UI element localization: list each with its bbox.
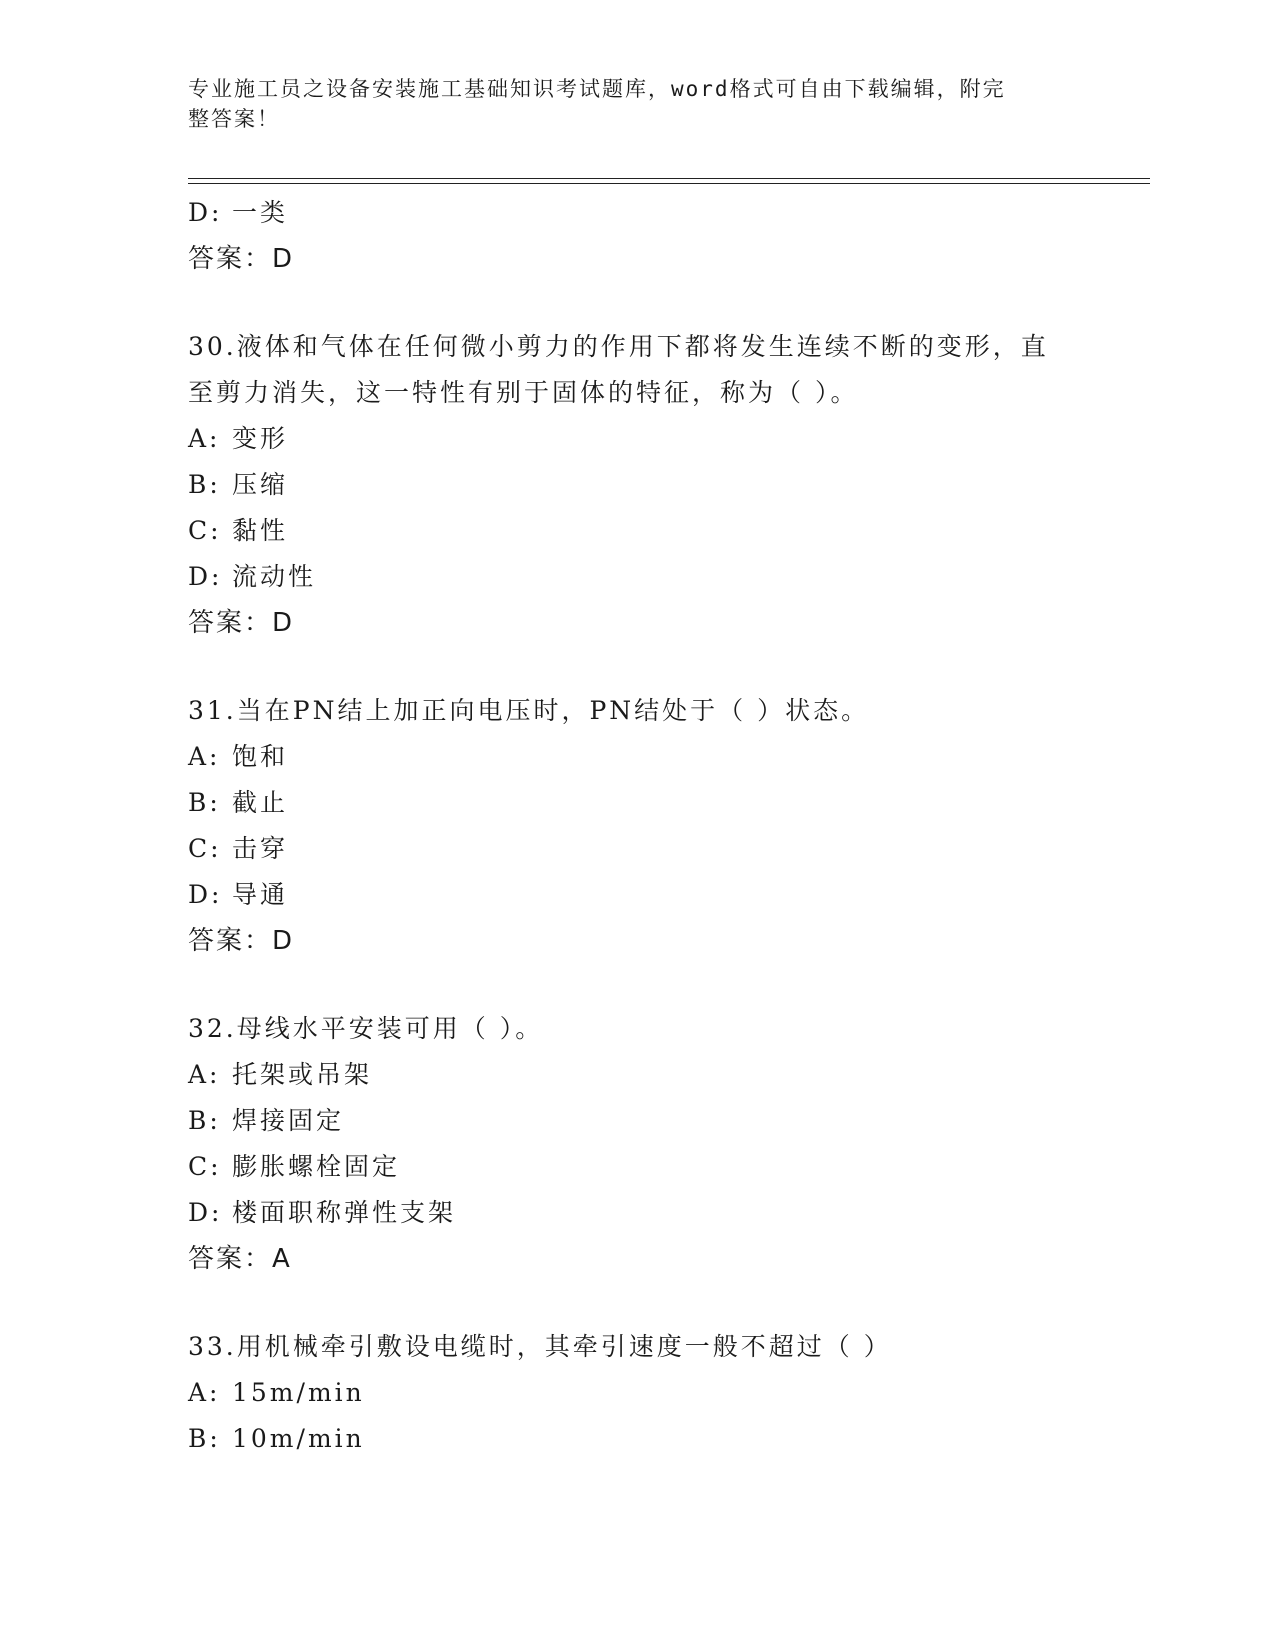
question-block bbox=[188, 1324, 1108, 1462]
question-block bbox=[188, 688, 1108, 964]
option-text: 10m/min bbox=[232, 1424, 365, 1453]
question-stem-line: 33.用机械牵引敷设电缆时，其牵引速度一般不超过（ ） bbox=[188, 1332, 892, 1361]
option-label: C: bbox=[188, 1152, 222, 1181]
option-label: A: bbox=[188, 1378, 221, 1407]
document-header bbox=[188, 74, 1068, 134]
question-stem-line: 30.液体和气体在任何微小剪力的作用下都将发生连续不断的变形，直 bbox=[188, 332, 1049, 361]
option-row bbox=[188, 462, 1108, 508]
option-row bbox=[188, 554, 1108, 600]
question-stem-line: 至剪力消失，这一特性有别于固体的特征，称为（ ）。 bbox=[188, 378, 859, 407]
option-text: 流动性 bbox=[232, 562, 317, 591]
option-text: 黏性 bbox=[232, 516, 289, 545]
option-row bbox=[188, 1370, 1108, 1416]
question-stem bbox=[188, 1324, 1068, 1370]
option-row bbox=[188, 1416, 1108, 1462]
option-label: C: bbox=[188, 834, 222, 863]
option-text: 压缩 bbox=[232, 470, 289, 499]
answer-line: 答案：D bbox=[188, 608, 295, 638]
option-row bbox=[188, 1144, 1108, 1190]
question-stem bbox=[188, 688, 1068, 734]
option-label: D: bbox=[188, 198, 223, 227]
option-text: 截止 bbox=[232, 788, 289, 817]
option-text: 膨胀螺栓固定 bbox=[232, 1152, 401, 1181]
answer-line: 答案：D bbox=[188, 926, 295, 956]
option-text: 击穿 bbox=[232, 834, 289, 863]
spacer bbox=[188, 646, 1108, 688]
option-text: 导通 bbox=[232, 880, 289, 909]
option-label: B: bbox=[188, 788, 221, 817]
option-row bbox=[188, 190, 1108, 236]
option-row bbox=[188, 734, 1108, 780]
question-stem-line: 31.当在PN结上加正向电压时，PN结处于（ ）状态。 bbox=[188, 696, 870, 725]
option-label: B: bbox=[188, 470, 221, 499]
question-block bbox=[188, 324, 1108, 646]
option-text: 焊接固定 bbox=[232, 1106, 345, 1135]
option-label: A: bbox=[188, 1060, 221, 1089]
option-row bbox=[188, 1098, 1108, 1144]
option-label: A: bbox=[188, 742, 221, 771]
header-divider-top bbox=[188, 178, 1150, 179]
option-row bbox=[188, 416, 1108, 462]
option-row bbox=[188, 508, 1108, 554]
header-line-2: 整答案！ bbox=[188, 107, 280, 131]
document-body bbox=[188, 190, 1108, 1462]
spacer bbox=[188, 282, 1108, 324]
option-row bbox=[188, 780, 1108, 826]
option-row bbox=[188, 1052, 1108, 1098]
option-row bbox=[188, 872, 1108, 918]
header-divider-bottom bbox=[188, 183, 1150, 184]
option-text: 饱和 bbox=[232, 742, 289, 771]
option-label: D: bbox=[188, 1198, 223, 1227]
spacer bbox=[188, 1282, 1108, 1324]
header-line-1: 专业施工员之设备安装施工基础知识考试题库，word格式可自由下载编辑，附完 bbox=[188, 77, 1006, 101]
option-text: 托架或吊架 bbox=[232, 1060, 373, 1089]
option-label: B: bbox=[188, 1106, 221, 1135]
option-row bbox=[188, 1190, 1108, 1236]
option-label: C: bbox=[188, 516, 222, 545]
option-label: D: bbox=[188, 880, 223, 909]
option-label: B: bbox=[188, 1424, 221, 1453]
spacer bbox=[188, 964, 1108, 1006]
option-label: A: bbox=[188, 424, 221, 453]
question-stem-line: 32.母线水平安装可用（ ）。 bbox=[188, 1014, 544, 1043]
answer-line: 答案：D bbox=[188, 244, 295, 274]
option-row bbox=[188, 826, 1108, 872]
option-text: 楼面职称弹性支架 bbox=[232, 1198, 457, 1227]
option-text: 一类 bbox=[232, 198, 289, 227]
option-label: D: bbox=[188, 562, 223, 591]
option-text: 15m/min bbox=[232, 1378, 365, 1407]
answer-line: 答案：A bbox=[188, 1244, 292, 1274]
question-stem bbox=[188, 324, 1068, 416]
option-text: 变形 bbox=[232, 424, 289, 453]
question-block bbox=[188, 1006, 1108, 1282]
question-stem bbox=[188, 1006, 1068, 1052]
